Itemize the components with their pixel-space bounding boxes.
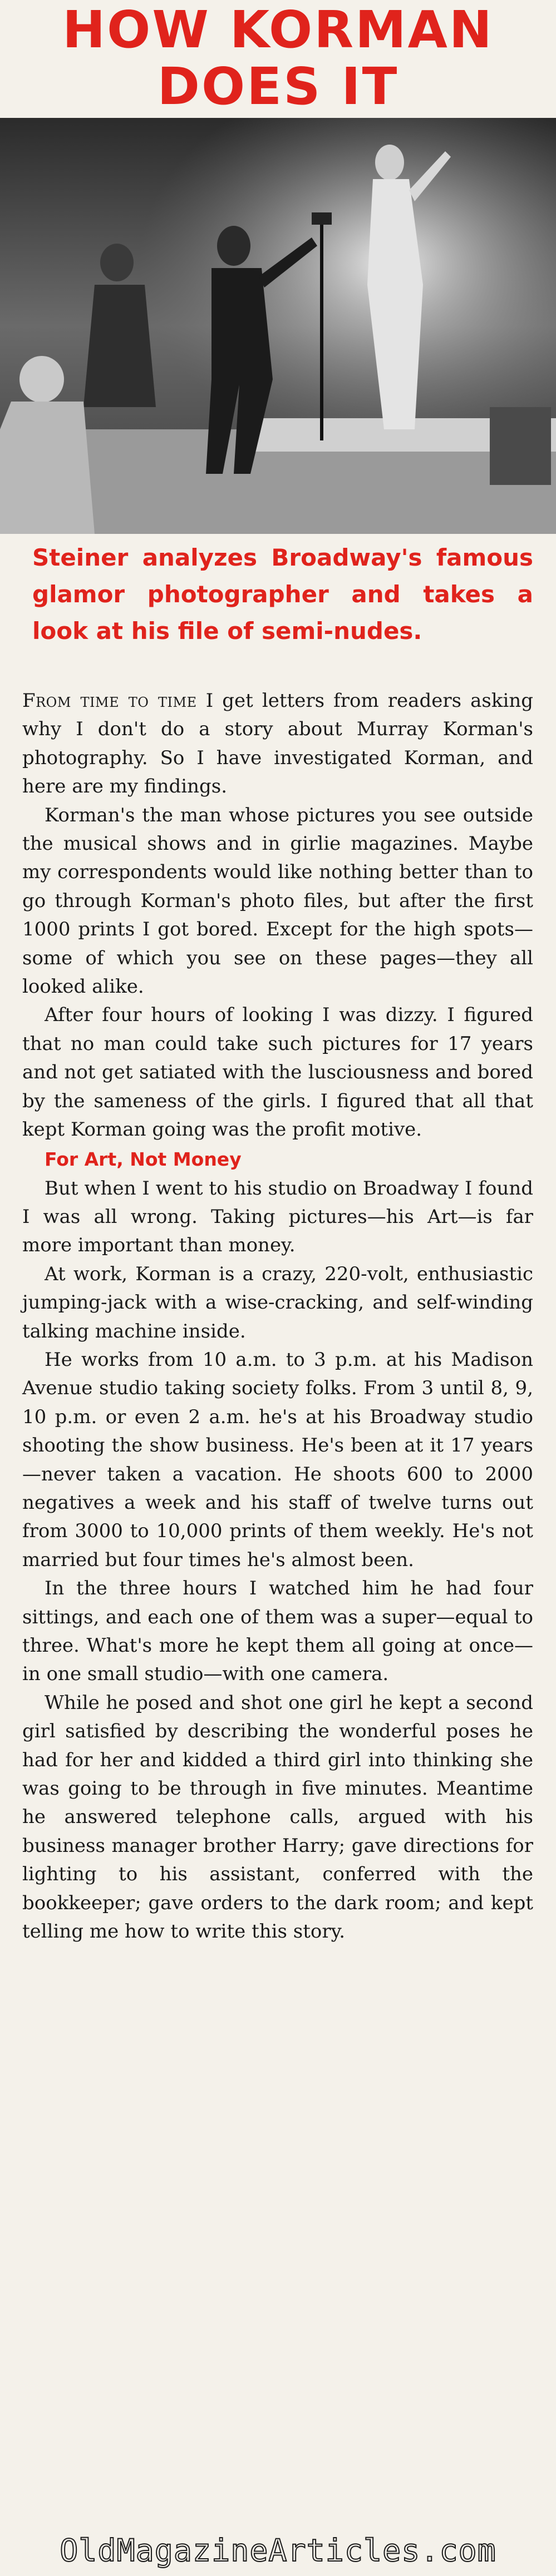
paragraph-6: He works from 10 a.m. to 3 p.m. at his Madison Avenue studio taking society folks. From 3 until 8, 9, 10 p.m. or even 2 a.m. he's at his Broadway studio shooting the show business. He's been at it 17 years—never taken a vacation. He shoots 600 to 2000 negatives a week and his staff of twelve turns out from 3000 to 10,000 prints of them weekly. He's not married but four times he's almost been.: [22, 1348, 533, 1571]
article-deck: Steiner analyzes Broadway's famous glamor photographer and takes a look at his file of semi-nudes.: [32, 544, 533, 645]
headline: [0, 0, 556, 117]
paragraph-1: [22, 687, 533, 801]
studio-photograph: [0, 118, 556, 534]
headline-line-2: DOES IT: [157, 57, 399, 116]
paragraph-4: But when I went to his studio on Broadway I found I was all wrong. Taking pictures—his Art—is far more important than money.: [22, 1177, 533, 1257]
paragraph-5: At work, Korman is a crazy, 220-volt, enthusiastic jumping-jack with a wise-cracking, and self-winding talking machine inside.: [22, 1262, 533, 1343]
site-watermark: OldMagazineArticles.com: [60, 2533, 496, 2568]
section-subhead: For Art, Not Money: [45, 1148, 242, 1170]
headline-line-1: HOW KORMAN: [62, 0, 494, 60]
photo-studio-scene-icon: [0, 118, 556, 534]
paragraph-3: After four hours of looking I was dizzy. I figured that no man could take such pictures for 17 years and not get satiated with the lusciousness and bored by the sameness of the girls. I figured that all that kept Korman going was the profit motive.: [22, 1004, 533, 1141]
paragraph-2: Korman's the man whose pictures you see outside the musical shows and in girlie magazines. Maybe my correspondents would like nothing better than to go through Korman's photo files, but after the first 1000 prints I got bored. Except for the high spots—some of which you see on these pages—they all looked alike.: [22, 804, 533, 998]
lead-in-caps: From time to time: [22, 690, 197, 712]
paragraph-7: In the three hours I watched him he had four sittings, and each one of them was a super—equal to three. What's more he kept them all going at once—in one small studio—with one camera.: [22, 1577, 533, 1686]
paragraph-8: While he posed and shot one girl he kept a second girl satisfied by describing the wonderful poses he had for her and kidded a third girl into thinking she was going to be through in five minutes. Meantime he answered telephone calls, argued with his business manager brother Harry; gave directions for lighting to his assistant, conferred with the bookkeeper; gave orders to the dark room; and kept telling me how to write this story.: [22, 1691, 533, 1943]
article-body: [22, 687, 533, 1946]
paragraph-1-text: I get letters from readers asking why I don't do a story about Murray Korman's photography. So I have investigated Korman, and here are my findings.: [22, 690, 534, 798]
